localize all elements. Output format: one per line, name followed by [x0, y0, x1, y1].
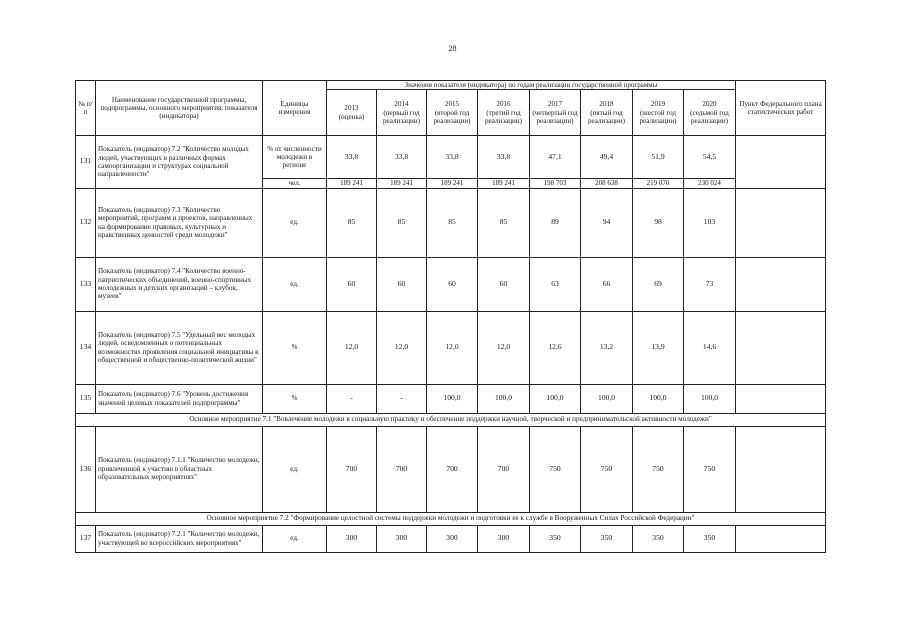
plan-cell [736, 311, 826, 384]
year-label: 2019 [650, 100, 666, 109]
value-cell: 33,8 [427, 136, 478, 179]
plan-cell [736, 525, 826, 552]
section-row [76, 413, 826, 426]
table-row [76, 257, 826, 311]
unit-cell: ед. [263, 257, 327, 311]
plan-cell [736, 257, 826, 311]
unit-cell: % [263, 384, 327, 413]
section-title: Основное мероприятие 7.2 "Формирование целостной системы поддержки молодежи и подготовки ее к службе в Вооруженных Силах Российской Федерации" [76, 512, 826, 525]
header-year-2018 [581, 90, 633, 136]
row-number: 134 [76, 311, 96, 384]
value-cell: 189 241 [377, 179, 427, 188]
year-label: 2020 [702, 100, 717, 109]
year-note: (оценка) [338, 112, 365, 121]
header-year-2015 [427, 90, 478, 136]
value-cell: 100,0 [478, 384, 530, 413]
table-row [76, 384, 826, 413]
row-number: 131 [76, 136, 96, 188]
value-cell: 51,9 [633, 136, 684, 179]
year-note: (седьмой год реализации) [690, 108, 729, 125]
header-year-2016 [478, 90, 530, 136]
page-number: 28 [448, 44, 457, 53]
value-cell: 103 [684, 188, 736, 257]
value-cell: 350 [581, 525, 633, 552]
value-cell: 230 024 [684, 179, 736, 188]
unit-cell: ед. [263, 525, 327, 552]
row-number: 133 [76, 257, 96, 311]
value-cell: 300 [427, 525, 478, 552]
year-note: (четвертый год реализации) [532, 108, 578, 125]
value-cell: 85 [427, 188, 478, 257]
row-number: 135 [76, 384, 96, 413]
value-cell: 750 [581, 426, 633, 512]
value-cell: 98 [633, 188, 684, 257]
row-number: 136 [76, 426, 96, 512]
value-cell: 73 [684, 257, 736, 311]
value-cell: 69 [633, 257, 684, 311]
row-number: 132 [76, 188, 96, 257]
value-cell: 12,0 [377, 311, 427, 384]
value-cell: 750 [633, 426, 684, 512]
value-cell: 100,0 [581, 384, 633, 413]
value-cell: 300 [377, 525, 427, 552]
unit-cell: ед. [263, 188, 327, 257]
value-cell: 100,0 [684, 384, 736, 413]
value-cell: 33,8 [377, 136, 427, 179]
value-cell: 189 241 [427, 179, 478, 188]
value-cell: 60 [478, 257, 530, 311]
header-name: Наименование государственной программы, подпрограммы, основного мероприятия, показателя (индикатора) [96, 81, 263, 136]
year-label: 2016 [496, 100, 511, 109]
value-cell: - [327, 384, 377, 413]
value-cell: 60 [377, 257, 427, 311]
header-year-2014 [377, 90, 427, 136]
indicator-name: Показатель (индикатор) 7.2.1 "Количество молодежи, участвующей во всероссийских мероприятиях" [96, 525, 263, 552]
value-cell: 63 [530, 257, 581, 311]
value-cell: 12,0 [427, 311, 478, 384]
section-title: Основное мероприятие 7.1 "Вовлечение молодежи в социальную практику и обеспечение поддержки научной, творческой и предпринимательской активности молодежи" [76, 413, 826, 426]
table-row [76, 188, 826, 257]
value-cell: 66 [581, 257, 633, 311]
value-cell: 85 [478, 188, 530, 257]
indicator-name: Показатель (индикатор) 7.5 "Удельный вес молодых людей, осведомленных о потенциальных возможностях проявления социальной инициативы в общественной и общественно-политической жизни" [96, 311, 263, 384]
table-row [76, 311, 826, 384]
value-cell: 198 703 [530, 179, 581, 188]
value-cell: 219 070 [633, 179, 684, 188]
year-label: 2018 [599, 100, 614, 109]
header-values-group: Значения показателя (индикатора) по годам реализации государственной программы [327, 81, 736, 90]
header-plan: Пункт Федерального плана статистических работ [736, 81, 826, 136]
indicator-name: Показатель (индикатор) 7.3 "Количество мероприятий, программ и проектов, направленных на формирование правовых, культурных и нравственных ценностей среди молодежи" [96, 188, 263, 257]
year-note: (шестой год реализации) [639, 108, 677, 125]
value-cell: 100,0 [427, 384, 478, 413]
value-cell: 750 [530, 426, 581, 512]
table-row [76, 136, 826, 179]
value-cell: 33,8 [327, 136, 377, 179]
value-cell: 300 [478, 525, 530, 552]
value-cell: 300 [327, 525, 377, 552]
value-cell: 60 [327, 257, 377, 311]
plan-cell [736, 188, 826, 257]
header-year-2017 [530, 90, 581, 136]
indicator-name: Показатель (индикатор) 7.1.1 "Количество молодежи, привлеченной к участию в областных образовательных мероприятиях" [96, 426, 263, 512]
header-year-2013 [327, 90, 377, 136]
year-label: 2015 [444, 100, 460, 109]
unit-cell: % [263, 311, 327, 384]
row-number: 137 [76, 525, 96, 552]
value-cell: 54,5 [684, 136, 736, 179]
value-cell: 350 [684, 525, 736, 552]
value-cell: 100,0 [530, 384, 581, 413]
value-cell: 700 [377, 426, 427, 512]
indicator-name: Показатель (индикатор) 7.6 "Уровень достижения значений целевых показателей подпрограммы" [96, 384, 263, 413]
value-cell: 208 638 [581, 179, 633, 188]
year-label: 2017 [547, 100, 563, 109]
value-cell: 13,9 [633, 311, 684, 384]
year-label: 2014 [394, 100, 409, 109]
unit-cell: чел. [263, 179, 327, 188]
value-cell: 100,0 [633, 384, 684, 413]
header-unit: Единицы измерения [263, 81, 327, 136]
value-cell: 47,1 [530, 136, 581, 179]
value-cell: 350 [633, 525, 684, 552]
value-cell: 750 [684, 426, 736, 512]
value-cell: 89 [530, 188, 581, 257]
value-cell: 350 [530, 525, 581, 552]
table-row [76, 426, 826, 512]
plan-cell [736, 426, 826, 512]
value-cell: 700 [478, 426, 530, 512]
indicator-name: Показатель (индикатор) 7.4 "Количество военно-патриотических объединений, военно-спортивных молодежных и детских организаций – клубов, музеев" [96, 257, 263, 311]
section-row [76, 512, 826, 525]
value-cell: 85 [377, 188, 427, 257]
header-no: № п/п [76, 81, 96, 136]
year-note: (второй год реализации) [433, 108, 471, 125]
unit-cell: % от численности молодежи в регионе [263, 136, 327, 179]
value-cell: 700 [427, 426, 478, 512]
value-cell: 14,6 [684, 311, 736, 384]
header-row-1 [76, 81, 826, 90]
year-label: 2013 [344, 104, 359, 113]
value-cell: 189 241 [478, 179, 530, 188]
year-note: (первый год реализации) [382, 108, 421, 125]
value-cell: 189 241 [327, 179, 377, 188]
value-cell: 12,6 [530, 311, 581, 384]
plan-cell [736, 384, 826, 413]
header-year-2020 [684, 90, 736, 136]
value-cell: 13,2 [581, 311, 633, 384]
value-cell: 12,0 [327, 311, 377, 384]
value-cell: 85 [327, 188, 377, 257]
header-year-2019 [633, 90, 684, 136]
indicator-table [75, 80, 826, 553]
value-cell: 33,8 [478, 136, 530, 179]
unit-cell: ед. [263, 426, 327, 512]
value-cell: 60 [427, 257, 478, 311]
year-note: (третий год реализации) [484, 108, 523, 125]
value-cell: 12,0 [478, 311, 530, 384]
plan-cell [736, 136, 826, 188]
value-cell: - [377, 384, 427, 413]
indicator-name: Показатель (индикатор) 7.2 "Количество молодых людей, участвующих в различных формах самоорганизации и структурах социальной направленности" [96, 136, 263, 188]
value-cell: 94 [581, 188, 633, 257]
table-row [76, 525, 826, 552]
value-cell: 49,4 [581, 136, 633, 179]
value-cell: 700 [327, 426, 377, 512]
year-note: (пятый год реализации) [587, 108, 626, 125]
